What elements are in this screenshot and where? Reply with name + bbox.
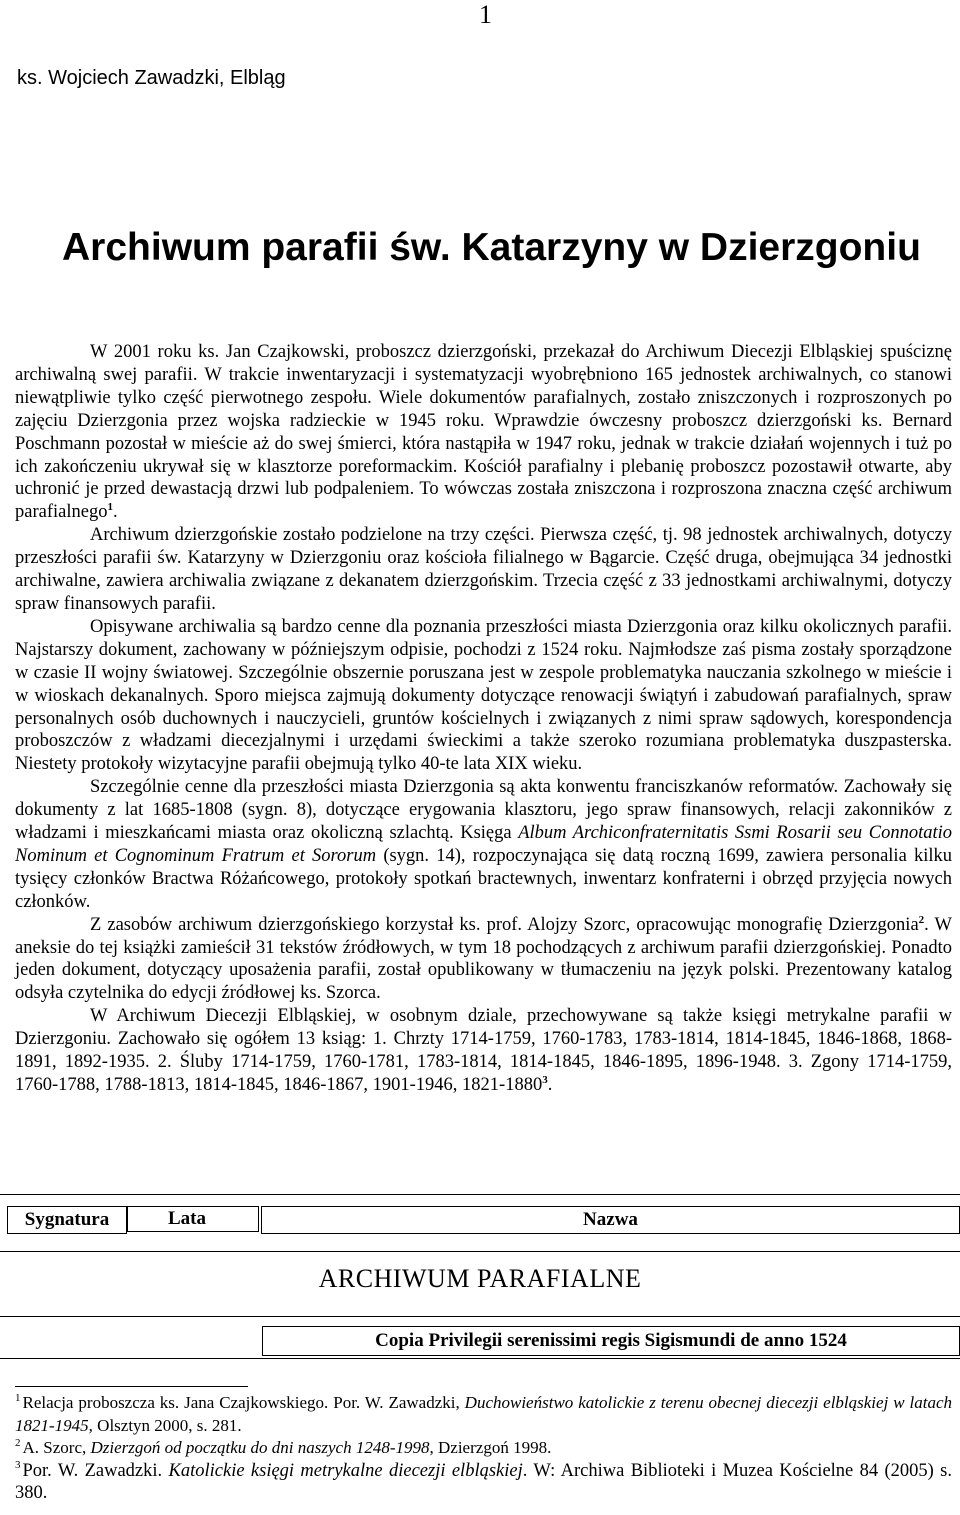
footnotes	[15, 1392, 952, 1505]
paragraph-5: Z zasobów archiwum dzierzgońskiego korzystał ks. prof. Alojzy Szorc, opracowując monografię Dzierzgonia$^2$. W aneksie do tej książki zamieścił 31 tekstów źródłowych, w tym 18 pochodzących z archiwum parafii dzierzgońskiej. Ponadto jeden dokument, dotyczący uposażenia parafii, został opublikowany w tłumaczeniu na język polski. Prezentowany katalog odsyła czytelnika do edycji źródłowej ks. Szorca.	[15, 913, 952, 1004]
album-title: Album Archiconfraternitatis Ssmi Rosarii seu Connotatio Nominum et Cognominum Fratrum et Sororum	[15, 823, 952, 866]
footnote-ref-1[interactable]: 1	[107, 501, 113, 514]
footnote-3: $^3$ Por. W. Zawadzki. Katolickie księgi metrykalne diecezji elbląskiej. W: Archiwa Biblioteki i Muzea Kościelne 84 (2005) s. 380.	[15, 1459, 952, 1503]
footnote-ref-2[interactable]: 2	[918, 913, 925, 926]
paragraph-4: Szczególnie cenne dla przeszłości miasta Dzierzgonia są akta konwentu franciszkanów reformatów. Zachowały się dokumenty z lat 1685-1808 (sygn. 8), dotyczące erygowania klasztoru, jego spraw finansowych, relacji zakonników z władzami i mieszkańcami miasta oraz okoliczną szlachtą. Księga Album Archiconfraternitatis Ssmi Rosarii seu Connotatio Nominum et Cognominum Fratrum et Sororum (sygn. 14), rozpoczynająca się datą roczną 1699, zawiera personalia kilku tysięcy członków Bractwa Różańcowego, protokoły spotkań bractewnych, inwentarz konfraterni i obrzęd przyjęcia nowych członków.	[15, 777, 953, 912]
paragraph-1: W 2001 roku ks. Jan Czajkowski, proboszcz dzierzgoński, przekazał do Archiwum Diecezji Elbląskiej spuściznę archiwalną swej parafii. W trakcie inwentaryzacji i systematyzacji wyobrębniono 165 jednostek archiwalnych, co stanowi niewątpliwie tylko część pierwotnego zespołu. Wiele dokumentów parafialnych, zostało zniszczonych i rozproszonych po zajęciu Dzierzgonia przez wojska radzieckie w 1945 roku. Wprawdzie ówczesny proboszcz dzierzgoński ks. Bernard Poschmann pozostał w mieście aż do swej śmierci, która nastąpiła w 1947 roku, jednak w trakcie działań wojennych i tuż po ich zakończeniu ukrywał się w klasztorze poreformackim. Kościół parafialny i plebanię proboszcz pozostawił otwarte, aby uchronić je przed dewastacją drzwi lub podpaleniem. To wówczas została zniszczona i rozproszona znaczna część archiwum parafialnego$^1$.	[15, 342, 952, 523]
paragraph-2: Archiwum dzierzgońskie zostało podzielone na trzy części. Pierwsza część, tj. 98 jednostek archiwalnych, dotyczy przeszłości parafii św. Katarzyny w Dzierzgoniu oraz kościoła filialnego w Bągarcie. Część druga, obejmująca 34 jednostki archiwalne, zawiera archiwalia związane z dekanatem dzierzgońskim. Trzecia część z 33 jednostkami archiwalnymi, dotyczy spraw finansowych parafii.	[15, 525, 952, 614]
header-years: Lata	[127, 1206, 259, 1232]
paragraph-3: Opisywane archiwalia są bardzo cenne dla poznania przeszłości miasta Dzierzgonia oraz kilku okolicznych parafii. Najstarszy dokument, zachowany w późniejszym odpisie, pochodzi z 1524 roku. Najmłodsze zaś pisma zostały sporządzone w czasie II wojny światowej. Szczególnie obszernie poruszana jest w zespole problematyka nauczania szkolnego w mieście i w wioskach dekanalnych. Sporo miejsca zajmują dokumenty dotyczące renowacji świątyń i zabudowań parafialnych, spraw personalnych osób duchownych i nauczycieli, gruntów kościelnych i związanych z nimi spraw sądowych, korespondencja proboszczów z władzami diecezjalnymi i urzędami świeckimi a także szeroko rozumiana problematyka duszpasterska. Niestety protokoły wizytacyjne parafii obejmują tylko 40-te lata XIX wieku.	[15, 616, 952, 775]
table-rule-4	[0, 1358, 960, 1359]
table-rule-3	[0, 1316, 960, 1317]
footnote-ref-3[interactable]: 3	[542, 1073, 548, 1086]
document-body	[15, 341, 952, 1097]
header-signature: Sygnatura	[7, 1206, 127, 1234]
paragraph-6: W Archiwum Diecezji Elbląskiej, w osobnym dziale, przechowywane są także księgi metrykalne parafii w Dzierzgoniu. Zachowało się ogółem 13 ksiąg: 1. Chrzty 1714-1759, 1760-1783, 1783-1814, 1814-1845, 1846-1868, 1868-1891, 1892-1935. 2. Śluby 1714-1759, 1760-1781, 1783-1814, 1814-1845, 1846-1895, 1896-1948. 3. Zgony 1714-1759, 1760-1788, 1788-1813, 1814-1845, 1846-1867, 1901-1946, 1821-1880$^3$.	[15, 1006, 952, 1095]
page-number: 1	[479, 0, 492, 29]
document-title: Archiwum parafii św. Katarzyny w Dzierzgoniu	[62, 226, 921, 269]
header-name: Nazwa	[261, 1206, 960, 1234]
author-line: ks. Wojciech Zawadzki, Elbląg	[17, 67, 286, 89]
footnote-2: $^2$ A. Szorc, Dzierzgoń od początku do dni naszych 1248-1998, Dzierzgoń 1998.	[15, 1437, 552, 1457]
section-title: ARCHIWUM PARAFIALNE	[318, 1264, 642, 1293]
footnote-separator	[15, 1386, 248, 1387]
table-row: Copia Privilegii serenissimi regis Sigismundi de anno 1524	[262, 1326, 960, 1356]
table-header-row	[0, 1206, 960, 1234]
table-rule-2	[0, 1251, 960, 1252]
table-top-rule	[0, 1194, 960, 1195]
footnote-1: $^1$ Relacja proboszcza ks. Jana Czajkowskiego. Por. W. Zawadzki, Duchowieństwo katolickie z terenu obecnej diecezji elbląskiej w latach 1821-1945, Olsztyn 2000, s. 281.	[15, 1392, 953, 1435]
